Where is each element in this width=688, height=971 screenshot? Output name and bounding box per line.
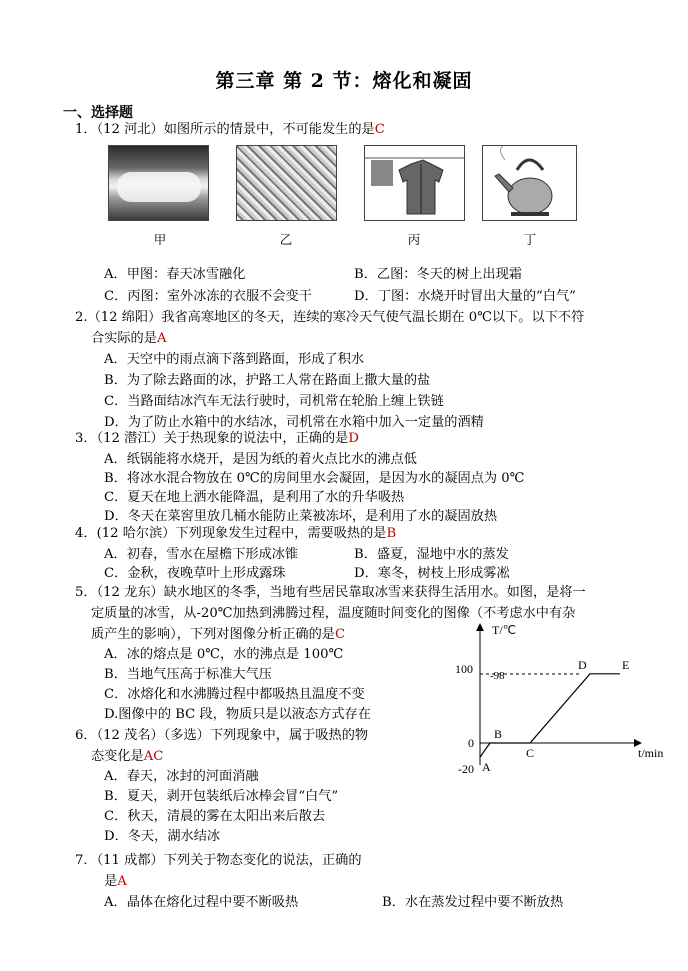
caption-bing: 丙	[407, 232, 421, 247]
q1-stem	[75, 121, 385, 139]
boiling-kettle-image	[482, 145, 577, 221]
q6-option-d: D．冬天，湖水结冰	[104, 829, 221, 844]
q3-option-c: C．夏天在地上洒水能降温，是利用了水的升华吸热	[104, 490, 405, 505]
q4-option-c: C．金秋，夜晚草叶上形成露珠	[104, 566, 286, 581]
q7-stem-line1: 7．（11 成都）下列关于物态变化的说法，正确的	[75, 853, 362, 868]
caption-yi: 乙	[279, 232, 293, 247]
q5-stem-text: 质产生的影响），下列对图像分析正确的是	[91, 627, 335, 642]
dashed-label-value: 98	[493, 670, 505, 682]
q7-stem-text: 是	[104, 874, 118, 889]
frosted-tree-image	[236, 145, 337, 221]
q7-answer: A	[117, 874, 127, 889]
q2-stem-line1: 2.（12 绵阳）我省高寒地区的冬天，连续的寒冷天气使气温长期在 0℃以下。以下不符	[75, 310, 585, 325]
q3-stem	[75, 430, 359, 448]
q6-option-b: B．夏天，剥开包装纸后冰棒会冒“白气”	[104, 789, 339, 804]
q1-option-b: B．乙图：冬天的树上出现霜	[354, 267, 522, 282]
q3-option-a: A．纸锅能将水烧开，是因为纸的着火点比水的沸点低	[104, 452, 417, 467]
q7-stem-line2	[104, 873, 127, 891]
q5-stem-line2: 定质量的冰雪，从-20℃加热到沸腾过程，温度随时间变化的图像（不考虑水中有杂	[91, 606, 576, 621]
q1-option-c: C．丙图：室外冰冻的衣服不会变干	[104, 289, 312, 304]
point-label-e: E	[622, 657, 630, 672]
dashed-label: -98	[490, 670, 505, 682]
q7-option-b: B．水在蒸发过程中要不断放热	[382, 895, 564, 910]
q2-stem-text: 合实际的是	[91, 331, 157, 346]
page-title: 第三章 第 2 节：熔化和凝固	[215, 70, 473, 92]
q1-stem-text: 1．（12 河北）如图所示的情景中，不可能发生的是	[75, 122, 375, 137]
q5-stem-line1: 5．（12 龙东）缺水地区的冬季，当地有些居民靠取冰雪来获得生活用水。如图，是将一	[75, 585, 586, 600]
q3-answer: D	[348, 431, 359, 446]
q1-answer: C	[374, 122, 385, 137]
q2-option-b: B．为了除去路面的冰，护路工人常在路面上撒大量的盐	[104, 373, 431, 388]
q4-option-b: B．盛夏，湿地中水的蒸发	[354, 547, 509, 562]
q1-option-a: A．甲图：春天冰雪融化	[104, 267, 246, 282]
q3-option-b: B．将冰水混合物放在 0℃的房间里水会凝固，是因为水的凝固点为 0℃	[104, 471, 525, 486]
q2-answer: A	[156, 331, 167, 346]
q2-stem-line2	[91, 330, 166, 348]
q5-option-b: B．当地气压高于标准大气压	[104, 667, 272, 682]
q6-answer: AC	[143, 749, 164, 764]
q2-option-c: C．当路面结冰汽车无法行驶时，司机常在轮胎上缠上铁链	[104, 394, 444, 409]
q5-option-a: A．冰的熔点是 0℃，水的沸点是 100℃	[104, 647, 344, 662]
heating-curve	[480, 674, 620, 757]
q6-stem-line1: 6．（12 茂名）（多选）下列现象中，属于吸热的物	[75, 728, 369, 743]
y-tick-100: 100	[455, 662, 473, 676]
section-heading: 一、选择题	[63, 105, 133, 121]
q4-answer: B	[386, 526, 397, 541]
q6-option-c: C．秋天，清晨的雾在太阳出来后散去	[104, 809, 326, 824]
q6-option-a: A．春天，冰封的河面消融	[104, 769, 259, 784]
q6-stem-text: 态变化是	[91, 749, 144, 764]
y-axis-label: T/℃	[492, 623, 517, 637]
q3-option-d: D．冬天在菜窖里放几桶水能防止菜被冻坏，是利用了水的凝固放热	[104, 509, 498, 524]
q4-stem-text: 4．(12 哈尔滨）下列现象发生过程中，需要吸热的是	[75, 526, 387, 541]
q6-stem-line2	[91, 748, 163, 766]
q7-option-a: A．晶体在熔化过程中要不断吸热	[104, 895, 299, 910]
q3-stem-text: 3．（12 潜江）关于热现象的说法中，正确的是	[75, 431, 349, 446]
q2-option-d: D．为了防止水箱中的水结冰，司机常在水箱中加入一定量的酒精	[104, 415, 484, 430]
caption-ding: 丁	[523, 232, 537, 247]
q4-stem	[75, 525, 396, 543]
q4-option-d: D．寒冬，树枝上形成雾凇	[354, 566, 510, 581]
frozen-clothes-image	[364, 145, 465, 221]
q2-option-a: A．天空中的雨点滴下落到路面，形成了积水	[104, 352, 365, 367]
point-label-b: B	[494, 727, 503, 741]
q4-option-a: A．初春，雪水在屋檐下形成冰锥	[104, 547, 299, 562]
point-label-a: A	[482, 760, 491, 775]
q5-answer: C	[334, 627, 346, 642]
point-label-c: C	[526, 746, 535, 760]
caption-jia: 甲	[153, 232, 167, 247]
temperature-time-graph	[450, 615, 680, 780]
q5-option-c: C．冰熔化和水沸腾过程中都吸热且温度不变	[104, 687, 365, 702]
q5-stem-line3	[91, 626, 345, 644]
y-tick-neg20: -20	[458, 762, 474, 776]
q5-option-d: D.图像中的 BC 段，物质只是以液态方式存在	[104, 707, 371, 722]
q1-option-d: D．丁图：水烧开时冒出大量的“白气”	[354, 289, 576, 304]
frozen-waterfall-image	[108, 145, 209, 221]
y-tick-0: 0	[468, 736, 474, 750]
point-label-d: D	[578, 657, 587, 672]
x-axis-label: t/min	[638, 746, 664, 760]
